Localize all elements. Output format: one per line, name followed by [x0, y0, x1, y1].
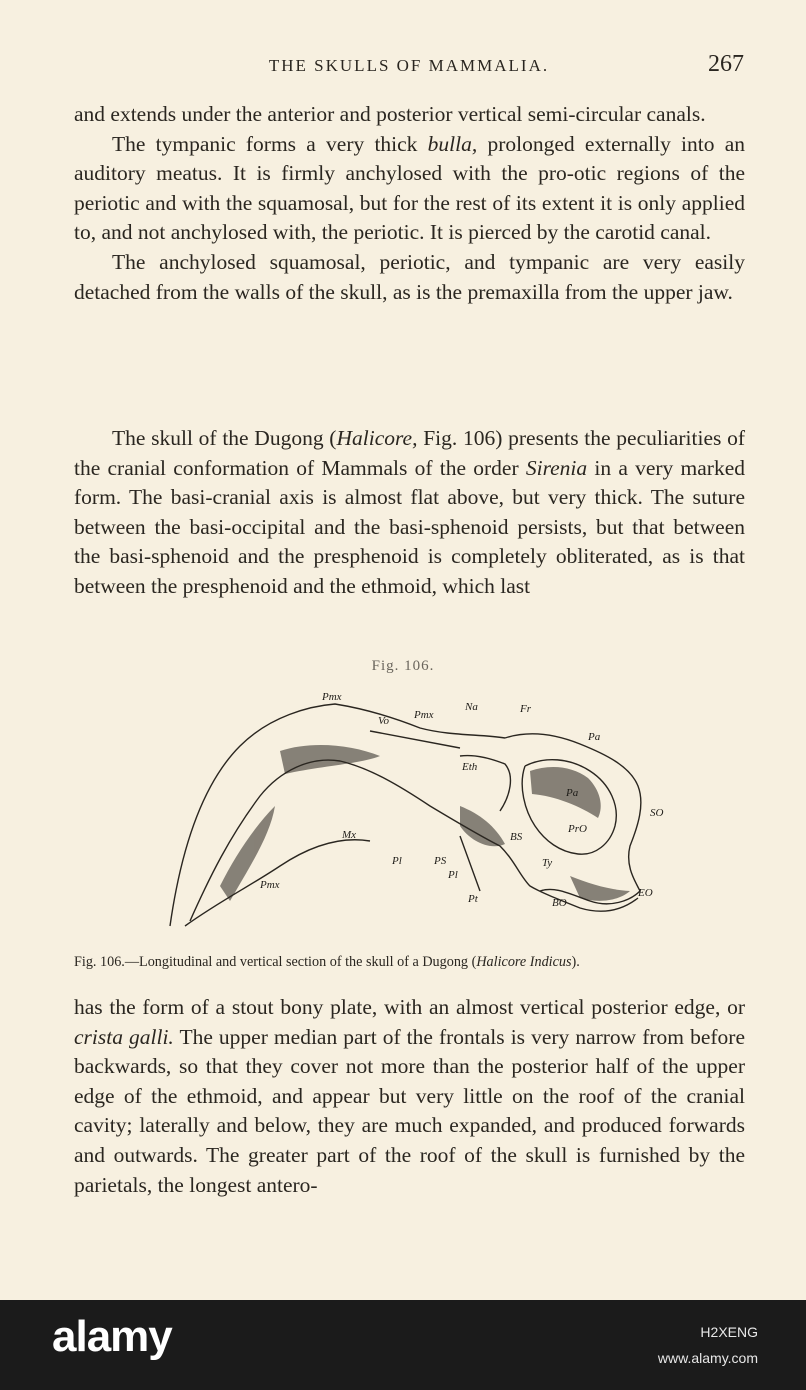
caption-species: Halicore Indicus [476, 954, 572, 970]
fig-label-pro: PrO [568, 823, 587, 835]
fig-label-pmx-3: Pmx [260, 879, 280, 891]
vomer-line [370, 731, 460, 748]
fig-label-pl-1: Pl [392, 855, 402, 867]
fig-label-mx: Mx [342, 829, 357, 841]
fig-label-pl-2: Pl [448, 869, 458, 881]
fig-label-pa-1: Pa [588, 731, 601, 743]
fig-label-pmx-2: Pmx [414, 709, 434, 721]
fig-label-so: SO [650, 807, 664, 819]
fig-label-eth: Eth [462, 761, 478, 773]
fig-label-eo: EO [638, 887, 653, 899]
dugong-text-c: Fig. 106) presents the peculiarities of the cranial conformation of Mammals of the order [74, 426, 745, 480]
alamy-logo: alamy [52, 1312, 172, 1361]
pterygoid-line [460, 836, 480, 891]
tympanic-text-a: The tympanic forms a very thick [112, 131, 428, 156]
dugong-text-a: The skull of the Dugong ( [112, 426, 337, 450]
skull-illustration [160, 686, 680, 936]
fig-label-pt: Pt [468, 893, 478, 905]
figure-label: Fig. 106. [371, 658, 435, 674]
paragraph-dugong [74, 424, 745, 602]
snout-outline [170, 704, 505, 926]
fig-label-ty: Ty [542, 857, 553, 869]
site-url[interactable]: www.alamy.com [657, 1350, 758, 1366]
running-title: THE SKULLS OF MAMMALIA. [268, 56, 550, 75]
text-block-dugong [74, 424, 745, 602]
paragraph-tympanic [74, 130, 745, 248]
tympanic-text-b: prolonged externally into an auditory meatus. It is firmly anchylosed with the pro-otic regions of the periotic and with the squamosal, but for the rest of its extent it is only applied to, and not anchylosed with, the periotic. It is pierced by the carotid canal. [74, 131, 746, 245]
caption-text-c: ). [571, 954, 580, 970]
paragraph-continuation [74, 993, 745, 1200]
text-block-top [74, 100, 745, 307]
fig-label-fr: Fr [520, 703, 531, 715]
fig-label-ps: PS [434, 855, 447, 867]
page-number: 267 [708, 51, 744, 77]
fig-label-bo: BO [552, 897, 567, 909]
stock-footer-bar [0, 1300, 806, 1390]
fig-label-na: Na [465, 701, 478, 713]
caption-text-a: Fig. 106.—Longitudinal and vertical section of the skull of a Dugong ( [74, 954, 477, 970]
fig-label-bs: BS [510, 831, 523, 843]
fig-label-pmx-1: Pmx [322, 691, 342, 703]
paragraph-anchylosed: The anchylosed squamosal, periotic, and tympanic are very easily detached from the walls of the skull, as is the premaxilla from the upper jaw. [74, 249, 745, 304]
text-block-continuation [74, 993, 745, 1200]
figure-caption [74, 954, 754, 971]
dugong-text-e: in a very marked form. The basi-cranial axis is almost flat above, but very thick. The suture between the basi-occipital and the basi-sphenoid persists, but that between the basi-sphenoid and the presphenoid is completely obliterated, as is that between the presphenoid and the ethmoid, which last [74, 455, 746, 598]
continuation-text-c: The upper median part of the frontals is very narrow from before backwards, so that they cover not more than the posterior half of the upper edge of the ethmoid, and appear but very little on the roof of the cranial cavity; laterally and below, they are much expanded, and produced forwards and outwards. The greater part of the roof of the skull is furnished by the parietals, the longest antero- [74, 1024, 745, 1197]
sirenia-term: Sirenia [525, 455, 588, 480]
fig-label-pa-2: Pa [566, 787, 579, 799]
running-head [74, 51, 744, 78]
crista-galli-term: crista galli. [74, 1024, 174, 1049]
cranial-floor [500, 846, 638, 911]
fig-label-vo: Vo [378, 715, 389, 727]
image-id: H2XENG [700, 1324, 758, 1340]
halicore-term: Halicore, [336, 426, 418, 450]
bulla-term: bulla, [427, 131, 478, 156]
continuation-text-a: has the form of a stout bony plate, with an almost vertical posterior edge, or [74, 995, 745, 1019]
paragraph-canals: and extends under the anterior and posterior vertical semi-circular canals. [74, 102, 706, 126]
